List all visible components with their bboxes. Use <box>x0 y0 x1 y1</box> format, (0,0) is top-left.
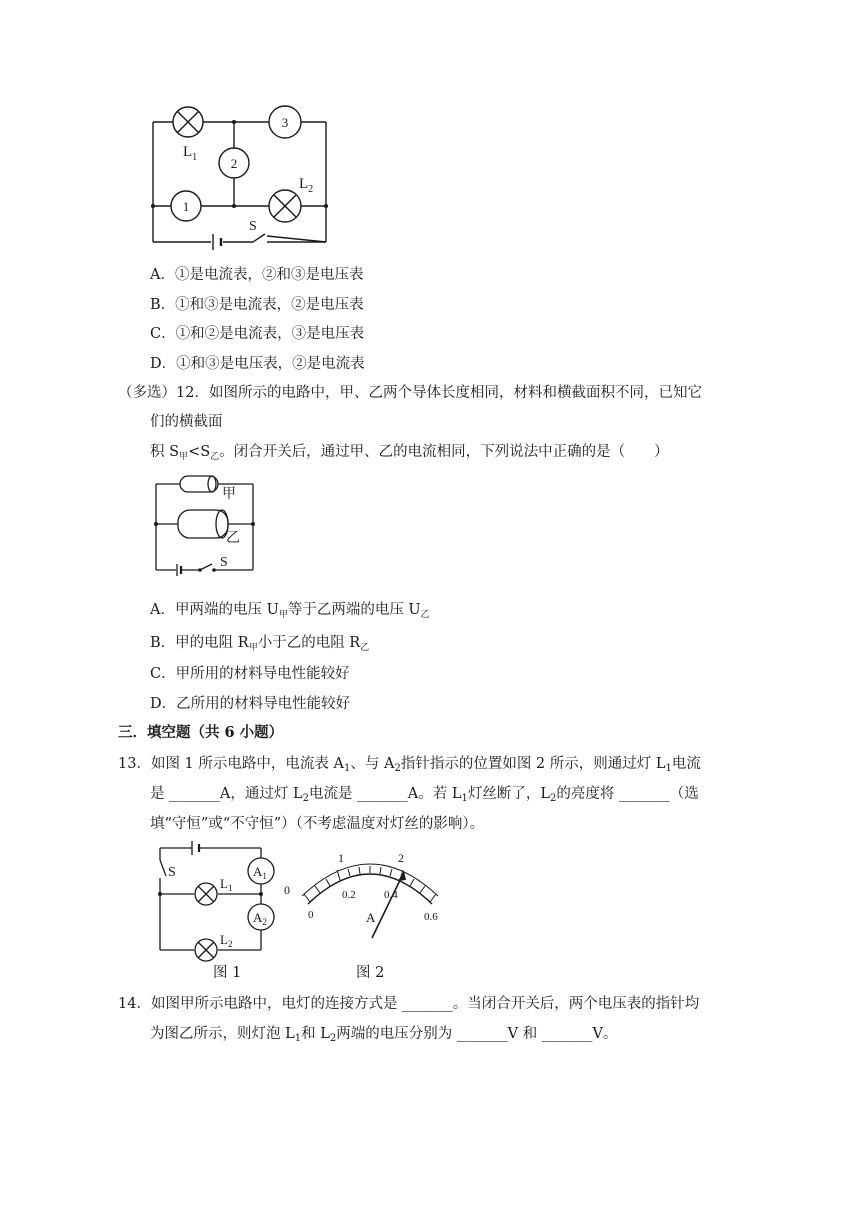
switch-label: S <box>220 555 228 570</box>
meter-2-label: 2 <box>230 156 238 171</box>
section-heading: 三．填空题（共 6 小题） <box>118 724 284 741</box>
q11-option-a: A．①是电流表，②和③是电压表 <box>150 267 364 283</box>
q13-stem-line1: 13．如图 1 所示电路中，电流表 $A_1$、与 $A_2$指针指示的位置如图 2 所示，则通过灯 $L_1$电流 <box>118 756 701 774</box>
figure-1-caption: 图 1 <box>213 965 242 981</box>
junction-dot <box>232 120 236 124</box>
q12-stem-line1: （多选）12．如图所示的电路中，甲、乙两个导体长度相同，材料和横截面积不同，已知它 <box>118 385 702 401</box>
q13-stem-line3: 填“守恒”或“不守恒”）（不考虑温度对灯丝的影响）。 <box>150 816 485 832</box>
junction-dot <box>151 204 155 208</box>
q12-option-c: C．甲所用的材料导电性能较好 <box>150 666 350 682</box>
junction-dot <box>232 204 236 208</box>
conductor-yi-label: 乙 <box>226 531 240 546</box>
q14-stem-line1: 14．如图甲所示电路中，电灯的连接方式是 _______。当闭合开关后，两个电压表的指针均 <box>118 996 700 1012</box>
q11-option-d: D．①和③是电压表，②是电流表 <box>150 356 365 372</box>
q12-option-b: B．甲的电阻 $R_甲$小于乙的电阻 $R_乙$ <box>150 635 370 653</box>
figure-2-caption: 图 2 <box>356 965 385 981</box>
q12-stem-line3: 积 $S_甲<S_乙$。闭合开关后，通过甲、乙的电流相同，下列说法中正确的是（ ） <box>150 444 669 462</box>
q11-circuit-figure <box>145 100 345 250</box>
meter-3-label: 3 <box>281 115 289 130</box>
conductor-jia-label: 甲 <box>222 487 236 502</box>
lower-tick-1: 0.2 <box>342 889 356 901</box>
q14-stem-line2: 为图乙所示，则灯泡 $L_1$和 $L_2$两端的电压分别为 _______V 和 _______V。 <box>150 1026 618 1044</box>
q13-figure-1 <box>148 838 288 980</box>
lower-tick-0: 0 <box>308 909 314 921</box>
lamp-l1-label: $L_1$ <box>183 144 198 163</box>
lower-tick-3: 0.6 <box>424 911 438 923</box>
upper-tick-0: 0 <box>284 883 290 897</box>
upper-tick-1: 1 <box>338 851 344 865</box>
q13-figure-2 <box>280 846 450 946</box>
switch-label: S <box>249 219 257 234</box>
q11-option-c: C．①和②是电流表，③是电压表 <box>150 326 365 342</box>
lamp-l2-label: $L_2$ <box>299 176 314 195</box>
q11-option-b: B．①和③是电流表，②是电压表 <box>150 297 364 313</box>
switch-label: S <box>168 865 176 880</box>
upper-tick-2: 2 <box>398 851 404 865</box>
ammeter-a2-label: $A_2$ <box>253 910 267 927</box>
lower-tick-2: 0.4 <box>384 889 398 901</box>
q12-option-d: D．乙所用的材料导电性能较好 <box>150 696 351 712</box>
ammeter-a1-label: $A_1$ <box>253 864 267 881</box>
meter-1-label: 1 <box>182 199 190 214</box>
lamp-l1-label: $L_1$ <box>220 876 233 893</box>
q12-option-a: A．甲两端的电压 $U_甲$等于乙两端的电压 $U_乙$ <box>150 602 430 620</box>
q13-stem-line2: 是 _______A，通过灯 $L_2$电流是 _______A。若 $L_1$灯丝断了，$L_2$的亮度将 _______（选 <box>150 786 699 804</box>
unit-label: A <box>366 910 376 925</box>
q12-stem-line2: 们的横截面 <box>150 414 223 430</box>
lamp-l2-label: $L_2$ <box>220 932 233 949</box>
q12-conductor-figure <box>150 470 270 580</box>
junction-dot <box>324 204 328 208</box>
